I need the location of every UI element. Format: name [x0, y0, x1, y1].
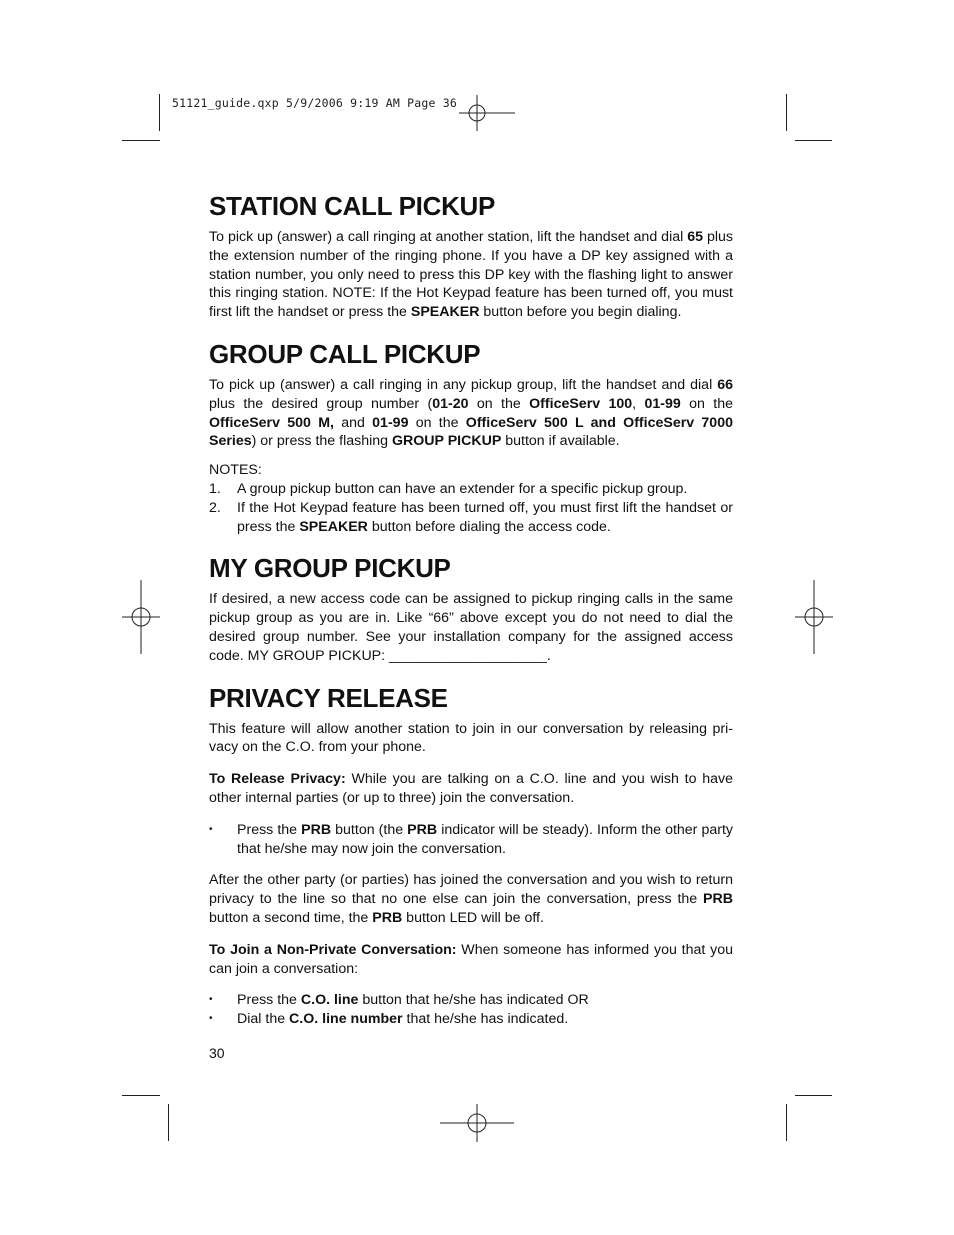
crop-mark [159, 94, 160, 131]
section-station-call-pickup [209, 190, 733, 322]
section-group-call-pickup [209, 338, 733, 536]
crop-mark [122, 140, 160, 141]
notes-label: NOTES: [209, 462, 262, 479]
crop-mark [786, 1104, 787, 1141]
section-my-group-pickup [209, 552, 733, 665]
crop-mark [795, 140, 832, 141]
print-slug: 51121_guide.qxp 5/9/2006 9:19 AM Page 36 [172, 96, 457, 110]
paragraph: If desired, a new access code can be assigned to pickup ringing calls in the same pickup group as you are in. Like “66” above except you do not need to dial the desired group number. See your installation company for the assigned access code. MY GROUP PICKUP: ____________________. [209, 591, 733, 664]
page-content [209, 190, 733, 1045]
notes-list [209, 480, 733, 536]
list-item: • Dial the C.O. line number that he/she has indicated. [209, 1011, 569, 1028]
page-number: 30 [209, 1045, 225, 1061]
crop-mark [786, 94, 787, 131]
paragraph: To Release Privacy: While you are talking on a C.O. line and you wish to have other internal parties (or up to three) join the conversation. [209, 771, 733, 806]
section-title: PRIVACY RELEASE [209, 682, 448, 713]
paragraph: To Join a Non-Private Conversation: When someone has informed you that you can join a conversation: [209, 941, 733, 977]
paragraph: This feature will allow another station to join in our conversation by releasing pri-vacy on the C.O. from your phone. [209, 720, 733, 756]
list-item: • Press the C.O. line button that he/she has indicated OR [209, 992, 589, 1009]
crop-mark [168, 1104, 169, 1141]
registration-mark-icon [440, 1104, 514, 1142]
section-title: MY GROUP PICKUP [209, 553, 451, 584]
crop-mark [122, 1095, 160, 1096]
list-item: • Press the PRB button (the PRB indicator will be steady). Inform the other party that he/she may now join the conversation. [209, 821, 734, 857]
paragraph: To pick up (answer) a call ringing in any pickup group, lift the handset and dial 66 plus the desired group number (01-20 on the OfficeServ 100, 01-99 on the OfficeServ 500 M, and 01-99 on the OfficeServ 500 L and OfficeServ 7000 Series) or press the flashing GROUP PICKUP button if available. [209, 376, 733, 450]
section-title: STATION CALL PICKUP [209, 191, 496, 221]
bullet-list [209, 821, 733, 859]
paragraph: After the other party (or parties) has joined the conversation and you wish to return privacy to the line so that no one else can join the conversation, press the PRB button a second time, the PRB button LED will be off. [209, 872, 733, 926]
bullet-list [209, 991, 733, 1029]
crop-mark [795, 1095, 832, 1096]
list-item: 1. A group pickup button can have an extender for a specific pickup group. [209, 480, 688, 497]
paragraph: To pick up (answer) a call ringing at another station, lift the handset and dial 65 plus the extension number of the ringing phone. If you have a DP key assigned with a station number, you only need to press this DP key with the flashing light to answer this ringing station. NOTE: If the Hot Keypad feature has been turned off, you must first lift the handset or press the SPEAKER button before you begin dialing. [209, 229, 734, 321]
registration-mark-icon [795, 580, 833, 654]
section-title: GROUP CALL PICKUP [209, 338, 481, 369]
section-privacy-release [209, 682, 733, 1029]
registration-mark-icon [122, 580, 160, 654]
registration-mark-icon [459, 95, 515, 131]
list-item: 2. If the Hot Keypad feature has been turned off, you must first lift the handset or press the SPEAKER button before dialing the access code. [209, 499, 733, 535]
